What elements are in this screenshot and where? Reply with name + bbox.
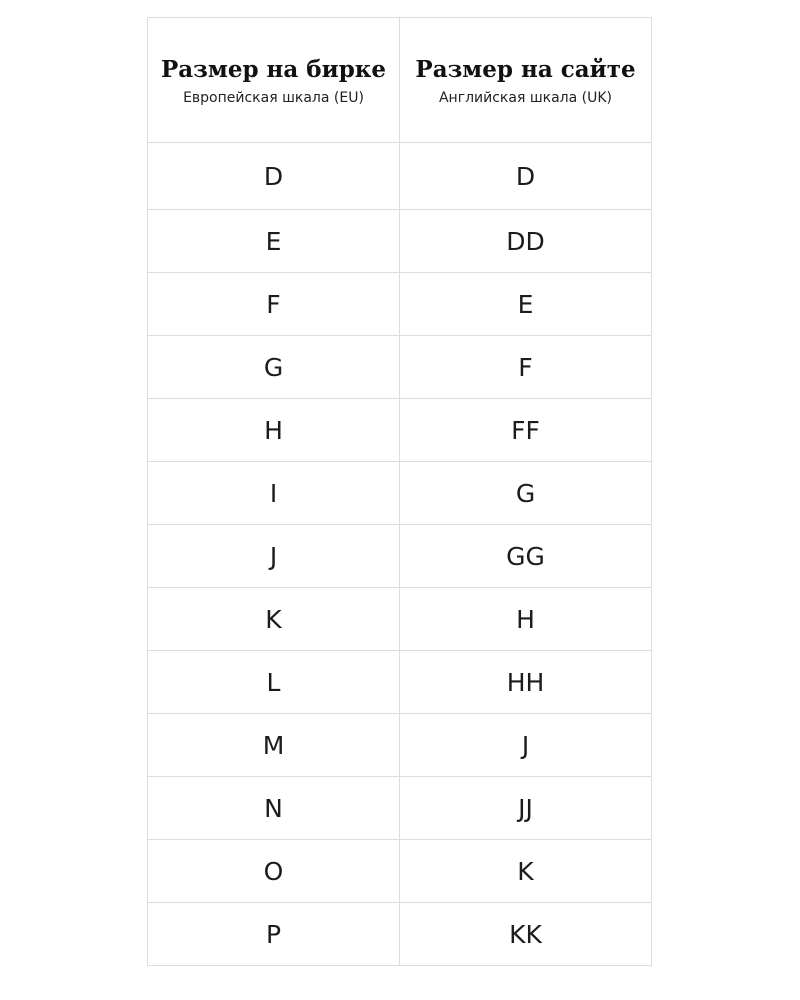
table-row [148,143,652,210]
eu-size-cell: O [148,840,400,903]
uk-size-cell: G [400,462,652,525]
table-row [148,525,652,588]
eu-size-cell: P [148,903,400,966]
eu-size-cell: G [148,336,400,399]
header-uk-subtitle: Английская шкала (UK) [438,90,612,106]
eu-size-cell: D [148,143,400,210]
uk-size-cell: E [400,273,652,336]
uk-size-cell: KK [400,903,652,966]
header-row [148,18,652,143]
table-row [148,273,652,336]
table-row [148,210,652,273]
uk-size-cell: FF [400,399,652,462]
header-eu-title: Размер на бирке [160,56,387,83]
table-header [148,18,652,143]
eu-size-cell: J [148,525,400,588]
table-row [148,399,652,462]
table-row [148,336,652,399]
uk-size-cell: J [400,714,652,777]
uk-size-cell: DD [400,210,652,273]
eu-size-cell: K [148,588,400,651]
table-row [148,777,652,840]
header-uk-column [400,18,652,143]
uk-size-cell: K [400,840,652,903]
table-row [148,651,652,714]
eu-size-cell: L [148,651,400,714]
uk-size-cell: JJ [400,777,652,840]
eu-size-cell: E [148,210,400,273]
size-conversion-table [147,17,652,966]
uk-size-cell: GG [400,525,652,588]
uk-size-cell: H [400,588,652,651]
table-row [148,588,652,651]
table-row [148,903,652,966]
eu-size-cell: F [148,273,400,336]
eu-size-cell: M [148,714,400,777]
table-row [148,840,652,903]
uk-size-cell: HH [400,651,652,714]
table-body [148,143,652,966]
eu-size-cell: H [148,399,400,462]
uk-size-cell: F [400,336,652,399]
header-uk-title: Размер на сайте [415,56,636,83]
header-eu-subtitle: Европейская шкала (EU) [183,90,364,106]
header-eu-column [148,18,400,143]
table-row [148,462,652,525]
table-row [148,714,652,777]
eu-size-cell: I [148,462,400,525]
eu-size-cell: N [148,777,400,840]
uk-size-cell: D [400,143,652,210]
